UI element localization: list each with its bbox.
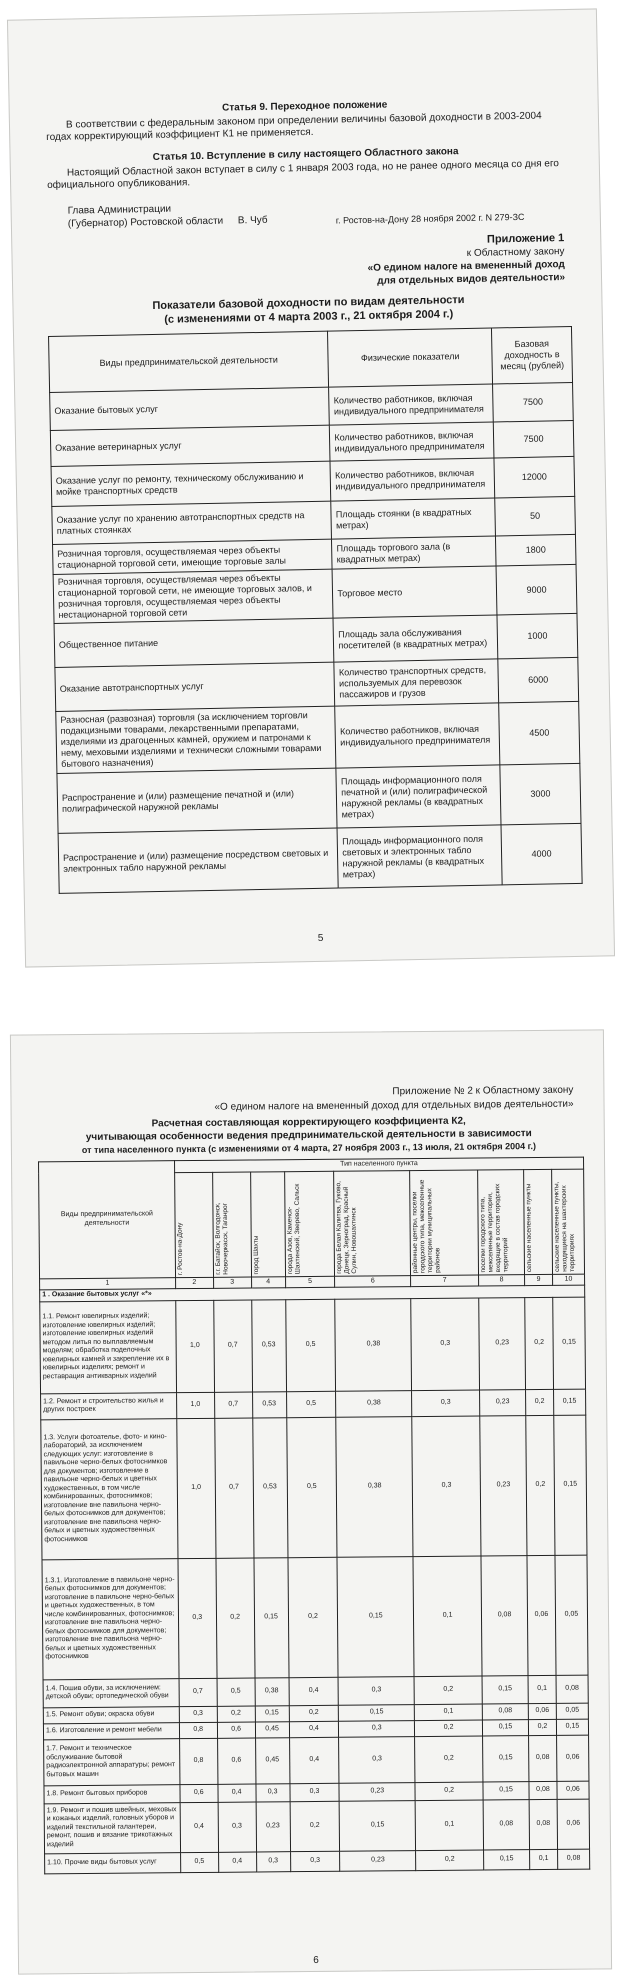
column-number: 8 <box>479 1274 525 1286</box>
cell-activity: 1.10. Прочие виды бытовых услуг <box>45 1852 181 1873</box>
column-header-base-income: Базовая доходность в месяц (рублей) <box>492 326 573 384</box>
cell-coefficient: 0,2 <box>525 1297 554 1389</box>
cell-coefficient: 0,6 <box>180 1784 218 1802</box>
cell-indicator: Количество работников, включая индивидуального предпринимателя <box>329 384 493 425</box>
cell-coefficient: 0,15 <box>482 1675 528 1703</box>
cell-coefficient: 0,53 <box>251 1299 286 1391</box>
table-2-title-line3: от типа населенного пункта (с изменениями от 4 марта, 27 ноября 2003 г., 13 июля, 21 октября 2004 г.) <box>81 1141 536 1155</box>
cell-coefficient: 0,7 <box>214 1392 252 1418</box>
article-9-title: Статья 9. Переходное положение <box>221 99 388 114</box>
cell-coefficient: 0,08 <box>483 1799 529 1849</box>
cell-coefficient: 0,15 <box>254 1557 289 1677</box>
column-number: 7 <box>411 1275 479 1287</box>
cell-coefficient: 0,15 <box>553 1389 585 1415</box>
appendix-1-line1: к Областному закону <box>466 246 565 259</box>
document-page-1 <box>7 8 615 967</box>
cell-indicator: Площадь информационного поля печатной и (или) полиграфической наружной рекламы (в квадратных метрах) <box>336 765 501 828</box>
cell-coefficient: 0,38 <box>255 1677 289 1705</box>
cell-coefficient: 0,15 <box>484 1849 530 1869</box>
cell-coefficient: 0,4 <box>218 1783 256 1801</box>
k2-coefficient-table <box>38 1157 590 1874</box>
cell-coefficient: 0,3 <box>178 1558 217 1678</box>
cell-coefficient: 0,4 <box>218 1851 256 1871</box>
cell-coefficient: 0,2 <box>416 1850 484 1871</box>
cell-coefficient: 0,5 <box>180 1852 218 1872</box>
cell-coefficient: 0,15 <box>337 1556 414 1677</box>
table-2-title-line1: Расчетная составляющая корректирующего коэффициента К2, <box>151 1115 466 1130</box>
base-income-table <box>48 326 583 894</box>
cell-indicator: Количество работников, включая индивидуального предпринимателя <box>330 458 494 501</box>
cell-coefficient: 0,2 <box>216 1558 255 1678</box>
column-header-settlement-type: город Шахты <box>252 1235 260 1275</box>
appendix-1-line3: для отдельных видов деятельности» <box>377 272 566 287</box>
cell-coefficient: 0,06 <box>527 1555 556 1675</box>
cell-coefficient: 0,15 <box>255 1705 289 1721</box>
cell-coefficient: 1,0 <box>175 1300 214 1392</box>
article-10-title: Статья 10. Вступление в силу настоящего Областного закона <box>152 146 459 163</box>
cell-coefficient: 0,15 <box>339 1704 415 1721</box>
cell-base-income: 7500 <box>493 420 574 458</box>
table-row <box>45 1849 590 1874</box>
cell-base-income: 1000 <box>497 613 578 659</box>
cell-activity: Оказание ветеринарных услуг <box>50 425 330 466</box>
cell-coefficient: 0,23 <box>480 1389 526 1415</box>
article-10-text: Настоящий Областной закон вступает в силу с 1 января 2003 года, но не ранее одного месяца со дня его официального опубликования. <box>47 158 560 192</box>
cell-coefficient: 0,15 <box>483 1735 529 1781</box>
cell-coefficient: 0,53 <box>252 1391 286 1417</box>
cell-coefficient: 0,08 <box>482 1703 528 1719</box>
cell-activity: 1.7. Ремонт и техническое обслуживание бытовой радиоэлектронной аппаратуры; ремонт бытовых машин <box>44 1738 180 1785</box>
table-row <box>40 1297 586 1394</box>
cell-activity: Оказание бытовых услуг <box>50 387 330 430</box>
cell-base-income: 12000 <box>494 456 575 498</box>
table-row <box>56 701 580 773</box>
cell-indicator: Площадь торгового зала (в квадратных метрах) <box>332 536 496 569</box>
cell-base-income: 6000 <box>498 657 579 703</box>
cell-coefficient: 0,15 <box>482 1719 528 1735</box>
cell-indicator: Количество работников, включая индивидуального предпринимателя <box>335 703 500 768</box>
cell-coefficient: 0,1 <box>414 1704 482 1721</box>
cell-coefficient: 0,3 <box>218 1801 256 1851</box>
cell-indicator: Площадь стоянки (в квадратных метрах) <box>331 498 495 539</box>
document-page-2 <box>10 1029 612 1974</box>
cell-activity: 1.3. Услуги фотоателье, фото- и кино-лабораторий, за исключением следующих услуг: изготовление в павильоне черно-белых фотоснимков для документов; изготовление в павильоне черно-белых и цветных художественных, в том числе комбинированных, фотоснимков; изготовление вне павильона черно-белых фотоснимков для документов; изготовление вне павильона черно-белых и цветных художественных фотоснимков <box>41 1418 178 1559</box>
cell-coefficient: 0,08 <box>556 1675 588 1703</box>
column-number: 2 <box>175 1277 213 1289</box>
cell-indicator: Количество работников, включая индивидуального предпринимателя <box>330 422 494 461</box>
cell-base-income: 7500 <box>493 382 574 422</box>
cell-coefficient: 0,38 <box>335 1298 412 1391</box>
cell-coefficient: 0,2 <box>414 1676 482 1705</box>
cell-coefficient: 0,15 <box>340 1800 416 1851</box>
cell-coefficient: 0,06 <box>556 1735 588 1781</box>
table-row <box>44 1735 589 1786</box>
cell-coefficient: 0,1 <box>530 1849 558 1869</box>
signature-name: В. Чуб <box>237 214 268 227</box>
cell-base-income: 4500 <box>499 701 580 765</box>
cell-coefficient: 0,06 <box>528 1703 556 1719</box>
cell-base-income: 4000 <box>501 823 582 885</box>
cell-coefficient: 0,06 <box>557 1781 589 1799</box>
cell-activity: Оказание услуг по хранению автотранспортных средств на платных стоянках <box>52 501 332 544</box>
cell-coefficient: 0,38 <box>336 1390 412 1417</box>
cell-activity: Общественное питание <box>54 618 334 667</box>
column-number: 1 <box>40 1277 176 1290</box>
cell-coefficient: 0,4 <box>180 1802 218 1852</box>
column-header-settlement-type: г. Ростов-на-Дону <box>176 1222 184 1275</box>
cell-coefficient: 0,15 <box>556 1719 588 1735</box>
cell-coefficient: 0,2 <box>415 1736 483 1783</box>
cell-coefficient: 0,1 <box>413 1556 482 1677</box>
cell-coefficient: 1,0 <box>177 1418 216 1558</box>
cell-coefficient: 0,2 <box>526 1415 555 1555</box>
cell-coefficient: 0,2 <box>415 1782 483 1801</box>
cell-activity: 1.1. Ремонт ювелирных изделий; изготовление ювелирных изделий; изготовление ювелирных изделий методом литья по выплавляемым моделям; обработка поделочных ювелирных камней и закрепление их в ювелирных изделиях; ремонт и реставрация антикварных изделий <box>40 1300 177 1393</box>
cell-coefficient: 0,6 <box>217 1737 255 1783</box>
cell-coefficient: 0,7 <box>213 1300 252 1392</box>
cell-base-income: 9000 <box>496 564 577 615</box>
cell-coefficient: 0,1 <box>415 1800 483 1851</box>
cell-coefficient: 0,5 <box>286 1417 337 1557</box>
table-row <box>57 763 581 833</box>
signature-position-line2: (Губернатор) Ростовской области <box>67 215 224 230</box>
column-header-settlement-type: сельские населенные пункты, находящиеся на шахтерских территориях <box>553 1181 576 1272</box>
column-number: 6 <box>335 1275 411 1287</box>
cell-coefficient: 0,08 <box>529 1781 557 1799</box>
cell-coefficient: 0,7 <box>214 1418 253 1558</box>
cell-coefficient: 0,3 <box>289 1783 339 1801</box>
column-number: 10 <box>552 1274 584 1286</box>
cell-coefficient: 0,2 <box>526 1389 554 1415</box>
cell-activity: 1.4. Пошив обуви, за исключением: детской обуви; ортопедической обуви <box>43 1678 179 1707</box>
table-row <box>44 1799 589 1854</box>
column-header-settlement-type: сельские населенные пункты <box>525 1183 533 1272</box>
cell-indicator: Торговое место <box>332 566 497 618</box>
cell-coefficient: 0,08 <box>529 1735 557 1781</box>
cell-coefficient: 0,05 <box>555 1555 588 1675</box>
cell-coefficient: 0,8 <box>179 1738 217 1784</box>
cell-activity: Разносная (развозная) торговля (за исключением торговли подакцизными товарами, лекарственными препаратами, изделиями из драгоценных камней, оружием и патронами к нему, меховыми изделиями и технически сложными товарами бытового назначения) <box>56 706 336 773</box>
cell-activity: Оказание услуг по ремонту, техническому обслуживанию и мойке транспортных средств <box>51 461 331 506</box>
cell-activity: 1.6. Изготовление и ремонт мебели <box>43 1722 179 1739</box>
table-row <box>42 1555 588 1680</box>
page-number: 5 <box>317 932 324 944</box>
table-row <box>58 823 582 893</box>
cell-activity: 1.9. Ремонт и пошив швейных, меховых и кожаных изделий, головных уборов и изделий текстильной галантереи, ремонт, пошив и вязание трикотажных изделий <box>44 1802 180 1853</box>
cell-coefficient: 0,45 <box>255 1721 289 1737</box>
table-1-title: Показатели базовой доходности по видам деятельности <box>152 294 465 313</box>
cell-coefficient: 0,45 <box>255 1737 289 1783</box>
section-title: 1 . Оказание бытовых услуг «*» <box>40 1285 585 1301</box>
signature-place-date: г. Ростов-на-Дону 28 ноября 2002 г. N 279-ЗС <box>335 211 525 226</box>
column-group-settlement-type: Тип населенного пункта <box>174 1157 583 1172</box>
appendix-1-title: Приложение 1 <box>486 232 565 246</box>
cell-coefficient: 0,5 <box>285 1299 336 1391</box>
cell-indicator: Количество транспортных средств, используемых для перевозок пассажиров и грузов <box>334 659 499 706</box>
cell-activity: Распространение и (или) размещение посредством световых и электронных табло наружной рекламы <box>58 828 338 893</box>
column-number: 4 <box>251 1276 285 1288</box>
column-header-settlement-type: г.г. Батайск, Волгодонск, Новочеркасск, Таганрог <box>214 1201 230 1275</box>
column-header-activity: Виды предпринимательской деятельности <box>49 331 329 392</box>
cell-coefficient: 0,3 <box>412 1416 481 1557</box>
cell-base-income: 1800 <box>496 534 576 566</box>
cell-coefficient: 0,5 <box>286 1391 336 1417</box>
column-header-activity: Виды предпринимательской деятельности <box>39 1161 176 1279</box>
cell-coefficient: 0,3 <box>339 1720 415 1737</box>
cell-coefficient: 0,3 <box>411 1298 480 1391</box>
cell-coefficient: 0,2 <box>217 1705 255 1721</box>
cell-coefficient: 0,5 <box>217 1677 255 1705</box>
cell-coefficient: 0,1 <box>528 1675 556 1703</box>
cell-coefficient: 0,3 <box>339 1736 415 1783</box>
cell-coefficient: 0,3 <box>256 1783 290 1801</box>
cell-coefficient: 0,08 <box>481 1555 528 1675</box>
cell-coefficient: 0,23 <box>479 1297 526 1389</box>
cell-coefficient: 0,08 <box>529 1799 557 1849</box>
cell-coefficient: 0,2 <box>290 1801 340 1851</box>
cell-activity: 1.8. Ремонт бытовых приборов <box>44 1784 180 1803</box>
cell-coefficient: 0,4 <box>289 1677 339 1705</box>
column-header-settlement-type: города Белая Калитва, Гуково, Донецк, Зерноград, Красный Сулин, Новошахтинск <box>335 1180 359 1274</box>
cell-coefficient: 0,4 <box>289 1737 339 1783</box>
cell-coefficient: 0,4 <box>289 1721 339 1737</box>
cell-activity: Розничная торговля, осуществляемая через объекты стационарной торговой сети, имеющие торговые залы <box>53 539 333 574</box>
column-number: 9 <box>525 1274 553 1286</box>
cell-coefficient: 0,06 <box>557 1799 589 1849</box>
cell-coefficient: 0,3 <box>412 1390 480 1417</box>
table-1-subtitle: (с изменениями от 4 марта 2003 г., 21 октября 2004 г.) <box>164 308 454 326</box>
cell-coefficient: 0,2 <box>288 1557 339 1677</box>
cell-coefficient: 0,3 <box>290 1851 340 1871</box>
appendix-2-line1: Приложение № 2 к Областному закону <box>392 1084 574 1098</box>
cell-coefficient: 0,3 <box>338 1676 414 1705</box>
cell-coefficient: 0,23 <box>480 1415 527 1555</box>
column-header-settlement-type: поселки городского типа, межселенные территории, входящие в состав городских территорий <box>479 1183 510 1273</box>
cell-coefficient: 0,38 <box>336 1416 413 1557</box>
cell-coefficient: 0,15 <box>554 1415 587 1555</box>
column-number: 3 <box>213 1277 251 1289</box>
cell-coefficient: 0,08 <box>557 1849 589 1869</box>
cell-coefficient: 0,23 <box>256 1801 290 1851</box>
cell-coefficient: 0,7 <box>179 1678 217 1706</box>
cell-indicator: Площадь зала обслуживания посетителей (в квадратных метрах) <box>333 615 498 662</box>
article-9-text: В соответствии с федеральным законом при определении величины базовой доходности в 2003-2004 годах корректирующий коэффициент К1 не применяется. <box>46 110 542 144</box>
cell-activity: Распространение и (или) размещение печатной и (или) полиграфической наружной рекламы <box>57 768 337 833</box>
cell-coefficient: 0,23 <box>339 1782 415 1801</box>
cell-coefficient: 0,3 <box>179 1706 217 1722</box>
cell-coefficient: 0,23 <box>340 1850 416 1871</box>
cell-coefficient: 1,0 <box>176 1392 214 1418</box>
appendix-2-line2: «О едином налоге на вмененный доход для отдельных видов деятельности» <box>214 1098 574 1113</box>
column-header-settlement-type: районные центры, поселки городского типа, межселенные территории муниципальных районов <box>411 1179 442 1273</box>
cell-coefficient: 0,2 <box>415 1720 483 1737</box>
table-row <box>41 1415 587 1560</box>
appendix-1-line2: «О едином налоге на вмененный доход <box>367 259 565 274</box>
page-number: 6 <box>313 1954 319 1966</box>
table-2-title-line2: учитывающая особенности ведения предпринимательской деятельности в зависимости <box>85 1128 532 1143</box>
cell-activity: 1.2. Ремонт и строительство жилья и других построек <box>41 1392 177 1419</box>
column-header-indicator: Физические показатели <box>328 328 493 387</box>
cell-coefficient: 0,8 <box>179 1722 217 1738</box>
cell-coefficient: 0,15 <box>553 1297 586 1389</box>
column-header-settlement-type: города Азов, Каменск-Шахтинский, Зверево, Сальск <box>285 1183 302 1274</box>
cell-coefficient: 0,6 <box>217 1721 255 1737</box>
cell-coefficient: 0,2 <box>528 1719 556 1735</box>
column-number: 5 <box>285 1276 335 1288</box>
cell-coefficient: 0,15 <box>483 1781 529 1799</box>
cell-activity: 1.3.1. Изготовление в павильоне черно-белых фотоснимков для документов; изготовление в павильоне черно-белых и цветных художественных, в том числе комбинированных, фотоснимков; изготовление вне павильона черно-белых фотоснимков для документов; изготовление вне павильона черно-белых и цветных художественных фотоснимков <box>42 1558 179 1679</box>
cell-base-income: 3000 <box>500 763 581 825</box>
cell-coefficient: 0,05 <box>556 1703 588 1719</box>
cell-indicator: Площадь информационного поля световых и электронных табло наружной рекламы (в квадратных метрах) <box>337 825 502 888</box>
cell-activity: 1.5. Ремонт обуви; окраска обуви <box>43 1706 179 1723</box>
cell-coefficient: 0,53 <box>252 1417 287 1557</box>
cell-coefficient: 0,2 <box>289 1705 339 1721</box>
cell-activity: Оказание автотранспортных услуг <box>55 662 335 711</box>
cell-coefficient: 0,3 <box>256 1851 290 1871</box>
signature-position-line1: Глава Администрации <box>67 203 172 217</box>
cell-activity: Розничная торговля, осуществляемая через объекты стационарной торговой сети, не имеющие торговых залов, и розничная торговля, осуществляемая через объекты нестационарной торговой сети <box>53 569 333 623</box>
cell-base-income: 50 <box>495 496 576 536</box>
